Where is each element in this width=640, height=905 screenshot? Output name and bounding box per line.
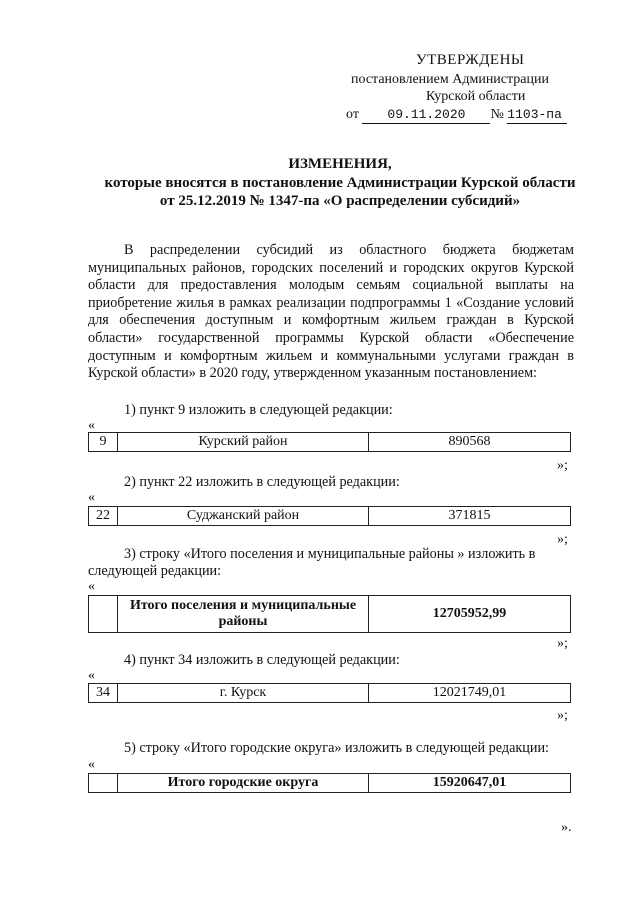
- date-prefix: от: [346, 107, 359, 122]
- item-1-open-quote: «: [88, 418, 95, 433]
- approval-title: УТВЕРЖДЕНЫ: [416, 52, 525, 68]
- item-2-instruction: 2) пункт 22 изложить в следующей редакции:: [124, 474, 400, 490]
- item-2-close-quote: »;: [557, 532, 568, 547]
- table-row: [89, 774, 571, 793]
- document-subtitle-line-2: от 25.12.2019 № 1347-па «О распределении субсидий»: [159, 193, 521, 209]
- row-name: Итого городские округа: [118, 774, 369, 793]
- row-number: 9: [89, 433, 118, 452]
- item-1-instruction: 1) пункт 9 изложить в следующей редакции:: [124, 402, 393, 418]
- item-5-open-quote: «: [88, 757, 95, 772]
- item-4-table: [88, 683, 571, 703]
- document-title: ИЗМЕНЕНИЯ,: [288, 156, 392, 172]
- row-name: Итого поселения и муниципальные районы: [118, 596, 369, 633]
- table-row: [89, 507, 571, 526]
- item-4-open-quote: «: [88, 668, 95, 683]
- table-row: [89, 684, 571, 703]
- row-number: [89, 596, 118, 633]
- row-number: [89, 774, 118, 793]
- row-name: г. Курск: [118, 684, 369, 703]
- row-value: 371815: [369, 507, 571, 526]
- number-prefix: №: [490, 107, 504, 122]
- item-3-instruction-line-1: 3) строку «Итого поселения и муниципальные районы » изложить в: [124, 546, 536, 562]
- item-3-open-quote: «: [88, 579, 95, 594]
- item-1-table: [88, 432, 571, 452]
- item-4-instruction: 4) пункт 34 изложить в следующей редакции:: [124, 652, 400, 668]
- row-value: 15920647,01: [369, 774, 571, 793]
- row-number: 34: [89, 684, 118, 703]
- item-3-table: [88, 595, 571, 633]
- approval-number: 1103-па: [507, 106, 567, 124]
- item-5-instruction: 5) строку «Итого городские округа» изложить в следующей редакции:: [124, 740, 549, 756]
- item-5-close-quote: ».: [561, 820, 572, 835]
- row-value: 890568: [369, 433, 571, 452]
- approval-line-1: постановлением Администрации: [351, 72, 549, 87]
- item-3-instruction-line-2: следующей редакции:: [88, 563, 222, 579]
- item-4-close-quote: »;: [557, 708, 568, 723]
- item-5-table: [88, 773, 571, 793]
- row-name: Курский район: [118, 433, 369, 452]
- item-3-close-quote: »;: [557, 636, 568, 651]
- approval-date: 09.11.2020: [362, 106, 490, 124]
- intro-paragraph: В распределении субсидий из областного бюджета бюджетам муниципальных районов, городских поселений и городских округов Курской области для предоставления молодым семьям социальной выплаты на приобретение жилья в рамках реализации подпрограммы 1 «Создание условий для обеспечения доступным и комфортным жильем граждан в Курской области» государственной программы Курской области «Обеспечение доступным и комфортным жильем и коммунальными услугами граждан в Курской области» в 2020 году, утвержденном указанным постановлением:: [88, 242, 574, 382]
- document-subtitle-line-1: которые вносятся в постановление Администрации Курской области: [104, 175, 576, 191]
- row-value: 12705952,99: [369, 596, 571, 633]
- item-2-table: [88, 506, 571, 526]
- approval-date-line: [346, 106, 567, 124]
- row-number: 22: [89, 507, 118, 526]
- row-name: Суджанский район: [118, 507, 369, 526]
- approval-line-2: Курской области: [426, 89, 526, 104]
- item-1-close-quote: »;: [557, 458, 568, 473]
- item-2-open-quote: «: [88, 490, 95, 505]
- table-row: [89, 433, 571, 452]
- row-value: 12021749,01: [369, 684, 571, 703]
- table-row: [89, 596, 571, 633]
